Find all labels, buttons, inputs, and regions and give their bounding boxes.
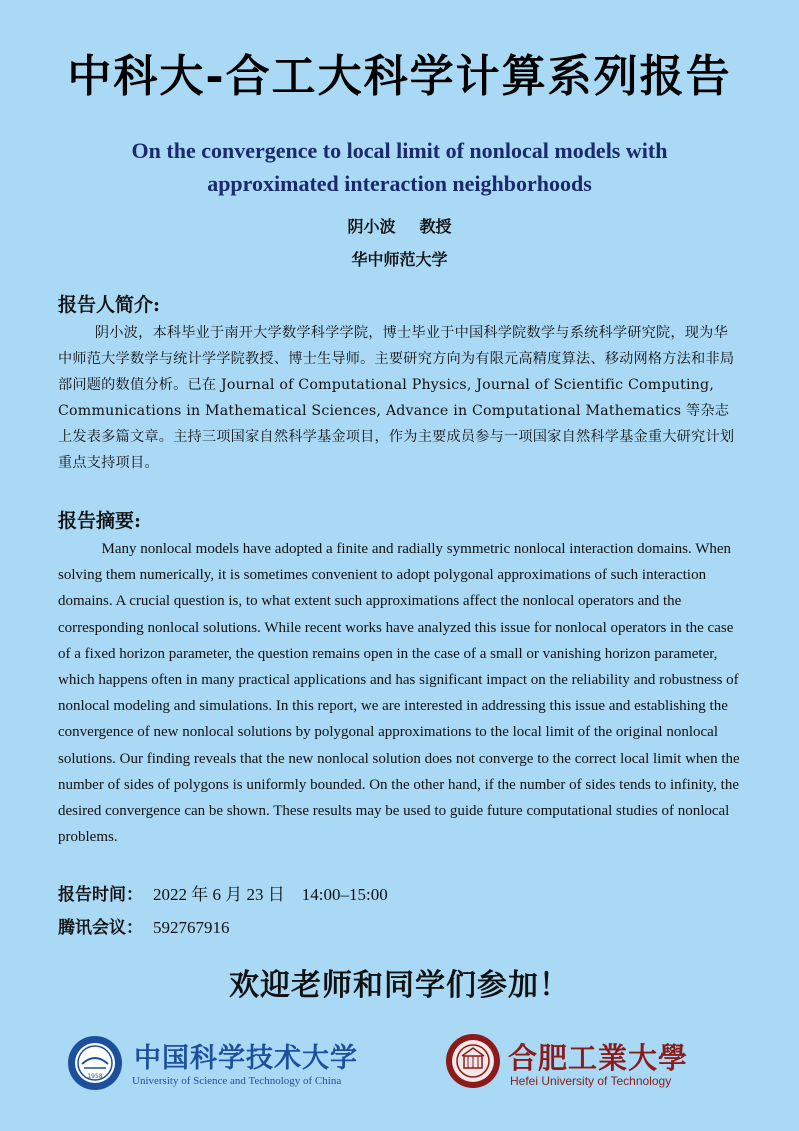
abstract-text: Many nonlocal models have adopted a finite and radially symmetric nonlocal interaction domains. When solving them numerically, it is sometimes convenient to adopt polygonal approximations of such interaction domains. A crucial question is, to what extent such approximations affect the nonlocal operators and the corresponding nonlocal solutions. While recent works have analyzed this issue for nonlocal operators in the case of a fixed horizon parameter, the question remains open in the case of a small or vanishing horizon parameter, which happens often in many practical applications and has significant impact on the reliability and robustness of nonlocal modeling and simulations. In this report, we are interested in addressing this issue and establishing the convergence of new nonlocal solutions by polygonal approximations to the local limit of the original nonlocal solutions. Our finding reveals that the new nonlocal solution does not converge to the correct local limit when the number of sides of polygons is uniformly bounded. On the other hand, if the number of sides tends to infinity, the desired convergence can be shown. These results may be used to guide future computational studies of nonlocal problems. — [58, 541, 740, 846]
talk-title-line1: On the convergence to local limit of nonlocal models with — [131, 138, 668, 163]
meeting-row — [58, 913, 230, 938]
welcome-message: 欢迎老师和同学们参加！ — [229, 968, 570, 1003]
meeting-id: 592767916 — [153, 918, 230, 937]
series-title: 中科大-合工大科学计算系列报告 — [67, 51, 732, 102]
ustc-name-en: University of Science and Technology of China — [132, 1075, 342, 1087]
hfut-emblem-icon — [444, 1032, 502, 1090]
talk-title-line2: approximated interaction neighborhoods — [207, 171, 592, 196]
abstract-heading: 报告摘要: — [58, 510, 142, 532]
hfut-name-cn: 合肥工業大學 — [508, 1041, 689, 1075]
speaker-rank: 教授 — [419, 217, 452, 236]
time-value: 2022 年 6 月 23 日 14:00–15:00 — [153, 885, 388, 904]
speaker-name — [0, 214, 799, 237]
ustc-seal-year: 1958 — [87, 1073, 103, 1080]
meeting-label: 腾讯会议： — [58, 918, 143, 938]
hfut-name-en: Hefei University of Technology — [510, 1074, 672, 1088]
bio-text: 阴小波，本科毕业于南开大学数学科学学院，博士毕业于中国科学院数学与系统科学研究院，现为华中师范大学数学与统计学学院教授、博士生导师。主要研究方向为有限元高精度算法、移动网格方法和非局部问题的数值分析。已在 Journal of Computational Physics, Journal of Scientific Computing, Communications in Mathematical Sciences, Advance in Computational Mathematics 等杂志上发表多篇文章。主持三项国家自然科学基金项目，作为主要成员参与一项国家自然科学基金重大研究计划重点支持项目。 — [58, 325, 735, 471]
speaker-affiliation: 华中师范大学 — [351, 250, 448, 269]
ustc-name-cn: 中国科学技术大学 — [134, 1043, 358, 1074]
talk-title — [60, 134, 739, 200]
time-row — [58, 880, 388, 905]
time-label: 报告时间： — [58, 885, 143, 905]
ustc-logo — [66, 1034, 406, 1094]
speaker-name-text: 阴小波 — [347, 217, 396, 236]
bio-heading: 报告人简介: — [58, 294, 161, 316]
hfut-logo — [444, 1032, 734, 1094]
ustc-emblem-icon — [66, 1034, 124, 1092]
